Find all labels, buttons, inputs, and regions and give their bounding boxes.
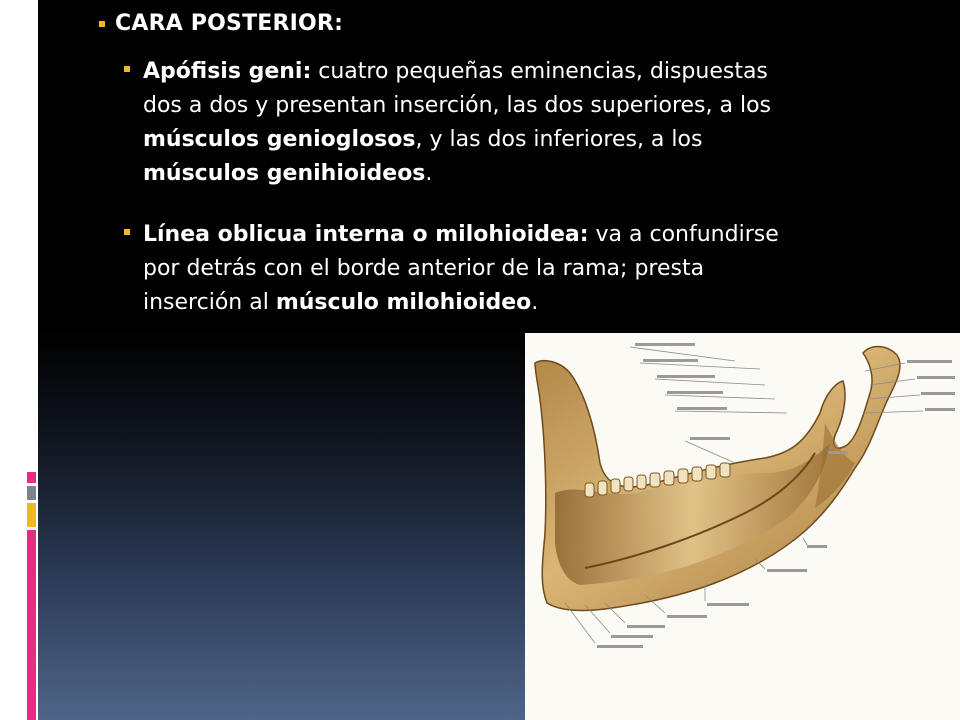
text-run: , y las dos inferiores, a los — [415, 127, 703, 152]
paragraph-line — [143, 252, 873, 286]
paragraph-line — [143, 55, 873, 89]
bullet-icon — [124, 229, 130, 235]
text-run: dos a dos y presentan inserción, las dos superiores, a los — [143, 93, 772, 118]
slide-heading: CARA POSTERIOR: — [115, 11, 344, 36]
paragraph-line — [143, 218, 873, 252]
text-run: cuatro pequeñas eminencias, dispuestas — [311, 59, 768, 84]
paragraph-line — [143, 123, 873, 157]
paragraph-line — [143, 89, 873, 123]
accent-bar-gray — [27, 486, 36, 500]
bullet-icon — [99, 21, 105, 27]
bold-term: músculos genioglosos — [143, 127, 416, 152]
text-run: va a confundirse — [588, 222, 779, 247]
paragraph-line — [143, 157, 873, 191]
accent-bar-gold — [27, 503, 36, 527]
paragraph-line — [143, 286, 873, 320]
text-run: . — [531, 290, 539, 315]
mandible-illustration — [525, 333, 960, 720]
bold-term: músculo milohioideo — [275, 290, 532, 315]
text-run: por detrás con el borde anterior de la rama; presta — [143, 256, 705, 281]
bold-term: músculos genihioideos — [143, 161, 426, 186]
text-run: inserción al — [143, 290, 276, 315]
accent-bar-magenta-long — [27, 530, 36, 720]
bold-term: Apófisis geni: — [143, 59, 312, 84]
bold-term: Línea oblicua interna o milohioidea: — [143, 222, 589, 247]
paragraph-apofisis-geni — [143, 55, 873, 191]
accent-strip — [0, 0, 38, 720]
accent-bar-magenta — [27, 472, 36, 483]
text-run: . — [425, 161, 433, 186]
paragraph-linea-oblicua — [143, 218, 873, 320]
bullet-icon — [124, 66, 130, 72]
mandible-illustration-icon — [525, 333, 960, 720]
